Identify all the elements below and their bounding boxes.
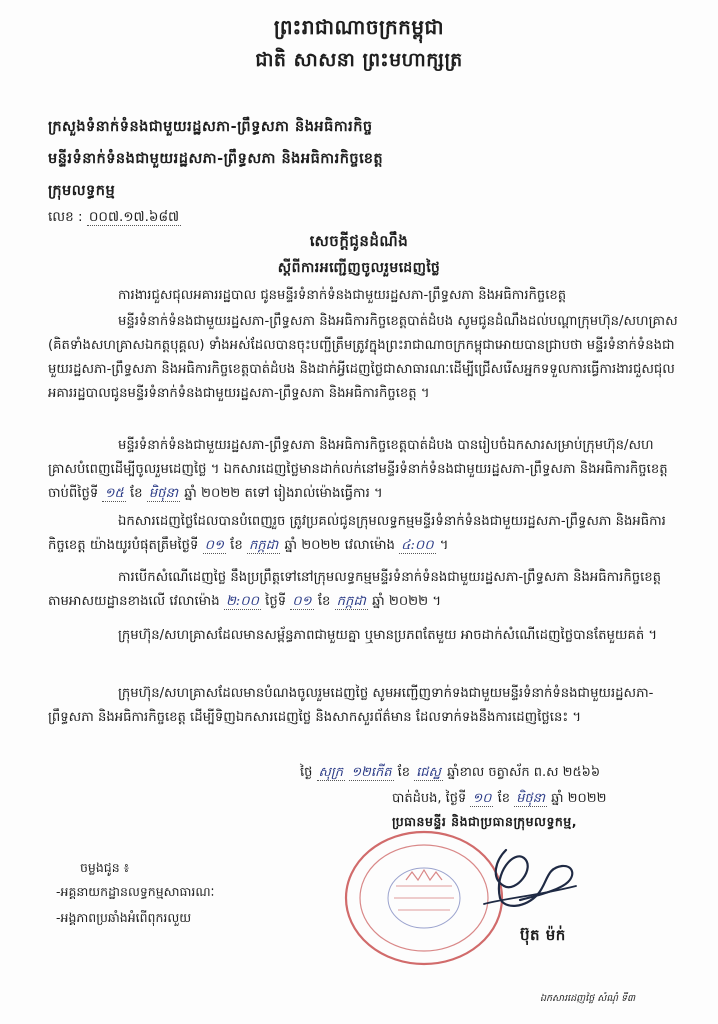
notice-subtitle: ស្តីពីការអញ្ជើញចូលរួមដេញថ្លៃ (277, 260, 441, 276)
paragraph-6-text: ក្រុមហ៊ុន/សហគ្រាសដែលមានសម្ព័ន្ធភាពជាមួយគ្នា ឬមានប្រភពតែមួយ អាចដាក់សំណើដេញថ្លៃបានតែមួយគត់ ។ (118, 628, 658, 643)
p4-tail: ឆ្នាំ ២០២២ វេលាម៉ោង (284, 538, 395, 553)
lunar-phase: ១២កើត (351, 765, 392, 780)
cc-heading: ចម្លងជូន ៖ (80, 860, 130, 875)
p5-tail: ឆ្នាំ ២០២២ ។ (372, 594, 442, 609)
paragraph-4: ឯកសារដេញថ្លៃដែលបានបំពេញរួច ត្រូវប្រគល់ជូនក្រុមលទ្ធកម្មមន្ទីរទំនាក់ទំនងជាមួយរដ្ឋសភា-ព្រឹទ្ធសភា និងអធិការកិច្ចខេត្ត យ៉ាងយូរបំផុតត្រឹមថ្ងៃទី ០១ ខែ កក្កដា ឆ្នាំ ២០២២ វេលាម៉ោង ៤:០០ ។ (48, 514, 666, 553)
p4-deadline-day: ០១ (204, 538, 224, 553)
paragraph-2 (48, 310, 678, 406)
p5-opening-time: ២:០០ (225, 594, 259, 609)
signature (476, 838, 586, 918)
lunar-label: ថ្ងៃ (300, 765, 313, 780)
solar-dateline (392, 790, 606, 809)
p5-opening-month: កក្កដា (336, 594, 366, 609)
solar-month: មិថុនា (516, 791, 546, 806)
p3-start-day: ១៥ (104, 486, 124, 501)
p5-day-label: ថ្ងៃទី (265, 594, 287, 609)
p5-opening-day: ០១ (292, 594, 312, 609)
solar-year: ឆ្នាំ ២០២២ (551, 791, 607, 806)
reference-number: ០០៧.១៧.៦៨៧ (88, 209, 180, 225)
committee-name: ក្រុមលទ្ធកម្ម (48, 183, 116, 199)
paragraph-7-text: ក្រុមហ៊ុន/សហគ្រាសដែលមានបំណងចូលរួមដេញថ្លៃ សូមអញ្ជើញទាក់ទងជាមួយមន្ទីរទំនាក់ទំនងជាមួយរដ្ឋសភា-ព្រឹទ្ធសភា និងអធិការកិច្ចខេត្ត ដើម្បីទិញឯកសារដេញថ្លៃ និងសាកសួរព័ត៌មាន ដែលទាក់ទងនឹងការដេញថ្លៃនេះ ។ (48, 686, 654, 725)
p4-deadline-time: ៤:០០ (401, 538, 434, 553)
paragraph-1 (48, 284, 678, 308)
paragraph-2-text: មន្ទីរទំនាក់ទំនងជាមួយរដ្ឋសភា-ព្រឹទ្ធសភា និងអធិការកិច្ចខេត្តបាត់ដំបង សូមជូនដំណឹងដល់បណ្តាក្រុមហ៊ុន/សហគ្រាស (គិតទាំងសហគ្រាសឯកត្តបុគ្គល) ទាំងអស់ដែលបានចុះបញ្ជីត្រឹមត្រូវក្នុងព្រះរាជាណាចក្រកម្ពុជាអោយបានជ្រាបថា មន្ទីរទំនាក់ទំនងជាមួយរដ្ឋសភា-ព្រឹទ្ធសភា និងអធិការកិច្ចខេត្តបាត់ដំបង និងដាក់អ្វីដេញថ្លៃជាសាធារណៈដើម្បីជ្រើសរើសអ្នកទទួលការធ្វើការងារជួសជុលអគាររដ្ឋបាលជូនមន្ទីរទំនាក់ទំនងជាមួយរដ្ឋសភា-ព្រឹទ្ធសភា និងអធិការកិច្ចខេត្ត ។ (48, 314, 678, 401)
notice-title: សេចក្តីជូនដំណឹង (309, 232, 409, 250)
kingdom-heading: ព្រះរាជាណាចក្រកម្ពុជា (273, 15, 445, 39)
department-name: មន្ទីរទំនាក់ទំនងជាមួយរដ្ឋសភា-ព្រឹទ្ធសភា និងអធិការកិច្ចខេត្ត (48, 151, 384, 167)
ministry-name: ក្រសួងទំនាក់ទំនងជាមួយរដ្ឋសភា-ព្រឹទ្ធសភា និងអធិការកិច្ច (48, 119, 373, 135)
p3-start-month: មិថុនា (148, 486, 179, 501)
lunar-month: ជេស្ឋ (416, 765, 441, 780)
signatory-title: ប្រធានមន្ទីរ និងជាប្រធានក្រុមលទ្ធកម្ម, (392, 814, 577, 829)
paragraph-3-text: មន្ទីរទំនាក់ទំនងជាមួយរដ្ឋសភា-ព្រឹទ្ធសភា និងអធិការកិច្ចខេត្តបាត់ដំបង បានរៀបចំឯកសារសម្រាប់ក្រុមហ៊ុន/សហគ្រាសបំពេញដើម្បីចូលរួមដេញថ្លៃ ។ ឯកសារដេញថ្លៃមានដាក់លក់នៅមន្ទីរទំនាក់ទំនងជាមួយរដ្ឋសភា-ព្រឹទ្ធសភា និងអធិការកិច្ចខេត្ត ចាប់ពីថ្ងៃទី (48, 438, 668, 501)
footer-note: ឯកសារដេញថ្លៃ សំណុំ ទី៣ (540, 993, 636, 1004)
p4-month-label: ខែ (230, 538, 243, 553)
paragraph-6 (48, 624, 678, 648)
solar-day: ១០ (472, 791, 492, 806)
lunar-dateline (300, 764, 600, 783)
signatory-name: ប៊ុត ម៉ក់ (520, 926, 566, 944)
paragraph-7 (48, 682, 678, 730)
cc-item-1: -អគ្គនាយកដ្ឋានលទ្ធកម្មសាធារណៈ (56, 884, 215, 899)
paragraph-5 (48, 566, 678, 614)
p5-month-label: ខែ (317, 594, 331, 609)
p4-deadline-month: កក្កដា (248, 538, 279, 553)
paragraph-5-text: ការបើកសំណើដេញថ្លៃ នឹងប្រព្រឹត្តទៅនៅក្រុមលទ្ធកម្មមន្ទីរទំនាក់ទំនងជាមួយរដ្ឋសភា-ព្រឹទ្ធសភា និងអធិការកិច្ចខេត្ត តាមអាសយដ្ឋានខាងលើ វេលាម៉ោង (48, 570, 662, 609)
paragraph-3 (48, 434, 678, 506)
lunar-month-label: ខែ (397, 765, 411, 780)
p3-tail: ឆ្នាំ ២០២២ តទៅ រៀងរាល់ម៉ោងធ្វើការ ។ (184, 486, 383, 501)
paragraph-1-text: ការងារជួសជុលអគាររដ្ឋបាល ជូនមន្ទីរទំនាក់ទំនងជាមួយរដ្ឋសភា-ព្រឹទ្ធសភា និងអធិការកិច្ចខេត្ត (118, 288, 567, 303)
reference-line (48, 208, 181, 228)
cc-item-2: -អង្គភាពប្រឆាំងអំពើពុករលួយ (56, 910, 192, 925)
paragraph-4-text: ឯកសារដេញថ្លៃដែលបានបំពេញរួច ត្រូវប្រគល់ជូនក្រុមលទ្ធកម្មមន្ទីរទំនាក់ទំនងជាមួយរដ្ឋសភា-ព្រឹទ្ធសភា និងអធិការកិច្ចខេត្ត យ៉ាងយូរបំផុតត្រឹមថ្ងៃទី (48, 514, 666, 553)
lunar-year: ឆ្នាំខាល ចត្វាស័ក ព.ស ២៥៦៦ (447, 765, 601, 780)
p3-month-label: ខែ (129, 486, 143, 501)
solar-month-label: ខែ (497, 791, 510, 806)
reference-label: លេខ : (48, 209, 83, 225)
motto-heading: ជាតិ សាសនា ព្រះមហាក្សត្រ (255, 49, 463, 71)
lunar-day: សុក្រ (318, 765, 344, 780)
place-label: បាត់ដំបង, ថ្ងៃទី (392, 791, 467, 806)
